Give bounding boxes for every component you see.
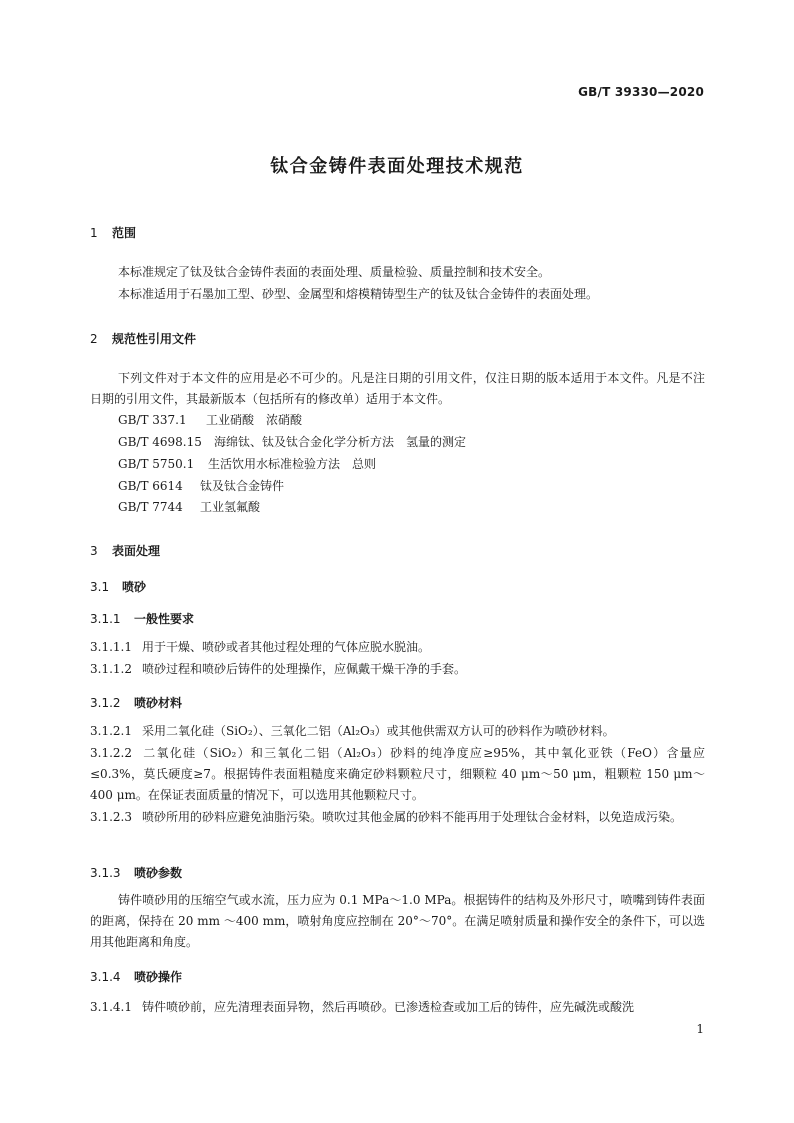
section-1-heading xyxy=(90,224,136,241)
paragraph: 本标准规定了钛及钛合金铸件表面的表面处理、质量检验、质量控制和技术安全。 xyxy=(118,265,551,279)
reference-code: GB/T 5750.1 xyxy=(118,457,195,471)
reference-item xyxy=(118,454,376,475)
clause-text: 二氧化硅（SiO₂）和三氧化二铝（Al₂O₃）砂料的纯净度应≥95%，其中氧化亚铁（FeO）含量应≤0.3%，莫氏硬度≥7。根据铸件表面粗糙度来确定砂料颗粒尺寸，细颗粒 40 μm～50 μm，粗颗粒 150 μm～400 μm。在保证表面质量的情况下，可以选用其他颗粒尺寸。 xyxy=(90,746,705,802)
standard-code: GB/T 39330—2020 xyxy=(578,85,704,99)
clause-text: 喷砂过程和喷砂后铸件的处理操作，应佩戴干燥干净的手套。 xyxy=(141,662,466,676)
section-title: 范围 xyxy=(112,226,137,240)
subsection-3-1-4-heading xyxy=(90,968,182,985)
reference-name: 海绵钛、钛及钛合金化学分析方法 氢量的测定 xyxy=(214,435,467,449)
section-number: 3.1.4 xyxy=(90,970,121,984)
section-title: 一般性要求 xyxy=(134,612,195,626)
clause xyxy=(90,807,705,849)
clause-number: 3.1.2.3 xyxy=(90,810,132,824)
clause xyxy=(90,659,705,680)
section-number: 3 xyxy=(90,544,98,558)
clause xyxy=(90,637,705,658)
section-title: 表面处理 xyxy=(112,544,161,558)
section-title: 喷砂材料 xyxy=(134,696,183,710)
clause-number: 3.1.1.1 xyxy=(90,640,132,654)
clause-text: 铸件喷砂前，应先清理表面异物，然后再喷砂。已渗透检查或加工后的铸件，应先碱洗或酸洗 xyxy=(141,1000,634,1014)
page-number: 1 xyxy=(696,1022,704,1036)
paragraph: 本标准适用于石墨加工型、砂型、金属型和熔模精铸型生产的钛及钛合金铸件的表面处理。 xyxy=(118,287,599,301)
reference-name: 工业氢氟酸 xyxy=(200,500,261,514)
section-number: 3.1.3 xyxy=(90,866,121,880)
reference-item xyxy=(118,497,260,518)
section-3-heading xyxy=(90,542,160,559)
subsection-3-1-3-heading xyxy=(90,864,182,881)
section-2-heading xyxy=(90,330,196,347)
reference-item xyxy=(118,476,284,497)
reference-item xyxy=(118,410,302,431)
clause-number: 3.1.4.1 xyxy=(90,1000,132,1014)
clause-number: 3.1.2.1 xyxy=(90,724,132,738)
reference-name: 生活饮用水标准检验方法 总则 xyxy=(208,457,377,471)
clause-number: 3.1.2.2 xyxy=(90,746,132,760)
reference-code: GB/T 337.1 xyxy=(118,413,187,427)
subsection-3-1-heading xyxy=(90,578,146,595)
section-title: 喷砂参数 xyxy=(134,866,183,880)
section-title: 喷砂操作 xyxy=(134,970,183,984)
clause xyxy=(90,721,705,742)
clause-text: 用于干燥、喷砂或者其他过程处理的气体应脱水脱油。 xyxy=(141,640,430,654)
section-number: 2 xyxy=(90,332,98,346)
subsection-3-1-2-heading xyxy=(90,694,182,711)
section-title: 喷砂 xyxy=(122,580,147,594)
reference-name: 钛及钛合金铸件 xyxy=(200,479,285,493)
section-title: 规范性引用文件 xyxy=(112,332,197,346)
reference-name: 工业硝酸 浓硝酸 xyxy=(206,413,303,427)
reference-item xyxy=(118,432,466,453)
paragraph: 铸件喷砂用的压缩空气或水流，压力应为 0.1 MPa～1.0 MPa。根据铸件的结构及外形尺寸，喷嘴到铸件表面的距离，保持在 20 mm ～400 mm，喷射角度应控制在 20°～70°。在满足喷射质量和操作安全的条件下，可以选用其他距离和角度。 xyxy=(90,893,705,949)
reference-code: GB/T 4698.15 xyxy=(118,435,202,449)
section-number: 3.1 xyxy=(90,580,110,594)
paragraph: 下列文件对于本文件的应用是必不可少的。凡是注日期的引用文件，仅注日期的版本适用于本文件。凡是不注日期的引用文件，其最新版本（包括所有的修改单）适用于本文件。 xyxy=(90,371,705,406)
section-number: 1 xyxy=(90,226,98,240)
clause-number: 3.1.1.2 xyxy=(90,662,132,676)
clause-text: 采用二氧化硅（SiO₂）、三氧化二铝（Al₂O₃）或其他供需双方认可的砂料作为喷砂材料。 xyxy=(141,724,615,738)
document-title: 钛合金铸件表面处理技术规范 xyxy=(270,156,524,177)
subsection-3-1-1-heading xyxy=(90,610,194,627)
section-number: 3.1.1 xyxy=(90,612,121,626)
section-number: 3.1.2 xyxy=(90,696,121,710)
clause-text: 喷砂所用的砂料应避免油脂污染。喷吹过其他金属的砂料不能再用于处理钛合金材料，以免造成污染。 xyxy=(141,810,682,824)
clause xyxy=(90,997,705,1018)
clause xyxy=(90,743,705,806)
reference-code: GB/T 7744 xyxy=(118,500,183,514)
reference-code: GB/T 6614 xyxy=(118,479,183,493)
